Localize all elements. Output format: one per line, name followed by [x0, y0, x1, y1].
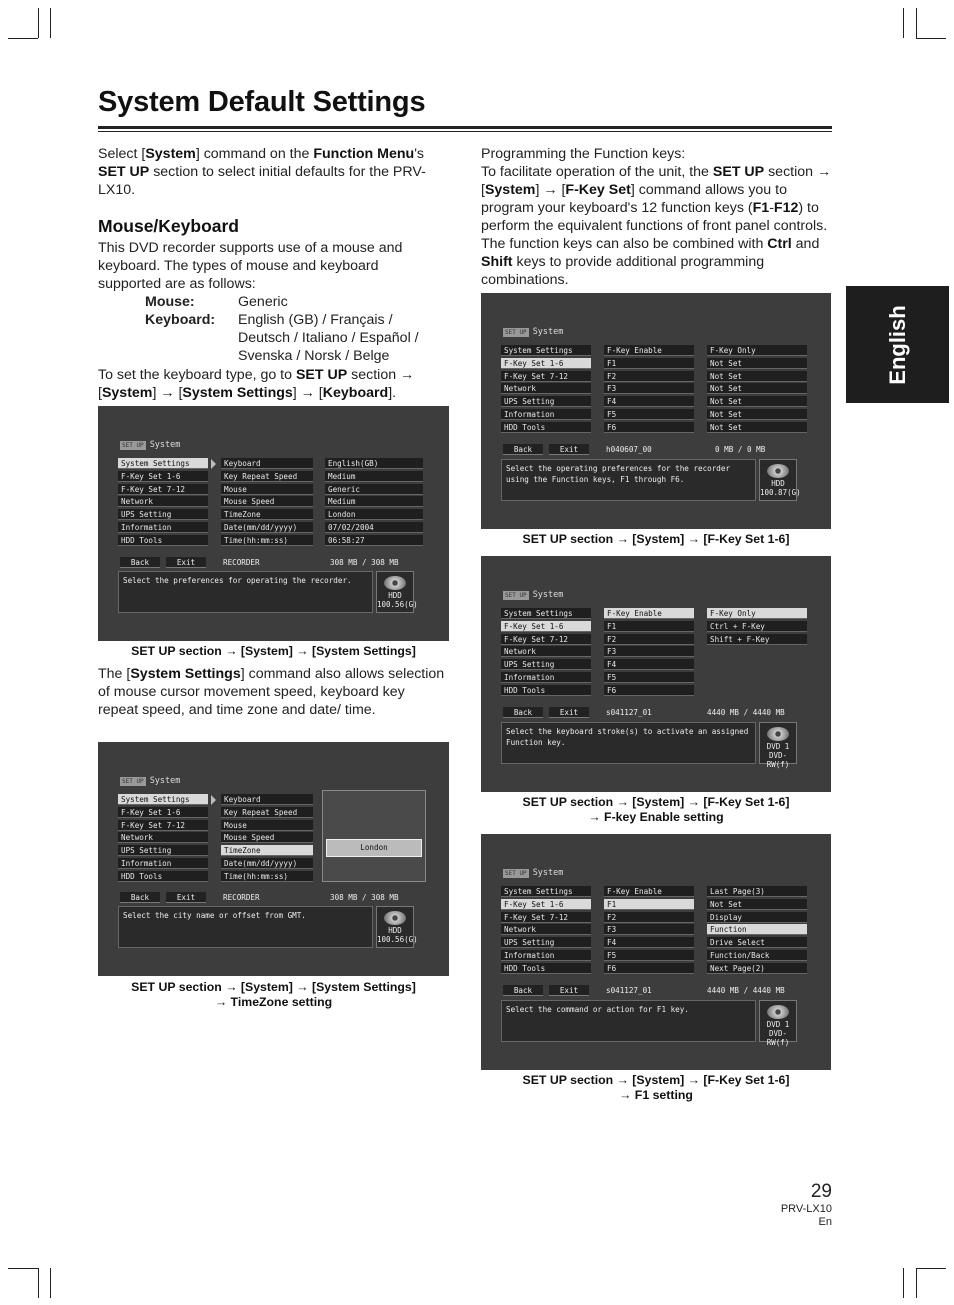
keyboard-set-instructions: To set the keyboard type, go to SET UP section → [System] → [System Settings] → [Keyboard].: [98, 367, 415, 401]
capacity-readout: 4440 MB / 4440 MB: [707, 986, 785, 995]
option-function[interactable]: Function: [707, 924, 807, 935]
f1-options: [707, 886, 807, 976]
help-message: Select the command or action for F1 key.: [501, 1000, 756, 1042]
fkey-label[interactable]: F2: [604, 634, 694, 645]
fkey-value[interactable]: Not Set: [707, 371, 807, 382]
setting-label[interactable]: Time(hh:mm:ss): [221, 871, 313, 882]
fkey-label[interactable]: F4: [604, 659, 694, 670]
capacity-readout: 308 MB / 308 MB: [330, 893, 399, 902]
menu-item-fkey-1-6[interactable]: F-Key Set 1-6: [501, 899, 591, 910]
fkey-value[interactable]: Not Set: [707, 383, 807, 394]
capacity-readout: 0 MB / 0 MB: [715, 445, 766, 454]
menu-item-system-settings[interactable]: System Settings: [501, 608, 591, 619]
fkey-value[interactable]: F-Key Only: [707, 345, 807, 356]
fkey-value[interactable]: Not Set: [707, 396, 807, 407]
menu-item-fkey-7-12[interactable]: F-Key Set 7-12: [501, 634, 591, 645]
menu-item-information[interactable]: Information: [501, 950, 591, 961]
menu-item-information[interactable]: Information: [501, 409, 591, 420]
caption-f1-setting: SET UP section → [System] → [F-Key Set 1-6] → F1 setting: [522, 1073, 790, 1102]
screen-header: SET UP System: [122, 776, 181, 786]
capacity-readout: 4440 MB / 4440 MB: [707, 708, 785, 717]
title-rule-thin: [98, 131, 832, 132]
system-menu: [118, 458, 208, 548]
menu-item-fkey-7-12[interactable]: F-Key Set 7-12: [118, 484, 208, 495]
system-menu: [501, 608, 591, 698]
screen-header: SET UP System: [505, 327, 564, 337]
dvd-icon: [767, 1005, 789, 1019]
option-last-page[interactable]: Last Page(3): [707, 886, 807, 897]
back-button[interactable]: Back: [503, 444, 543, 455]
menu-item-network[interactable]: Network: [118, 496, 208, 507]
menu-item-fkey-1-6[interactable]: F-Key Set 1-6: [118, 471, 208, 482]
timezone-list[interactable]: [322, 790, 426, 882]
hdd-icon: [384, 576, 406, 590]
menu-item-information[interactable]: Information: [501, 672, 591, 683]
settings-labels: [221, 458, 313, 548]
setting-label[interactable]: Date(mm/dd/yyyy): [221, 522, 313, 533]
exit-button[interactable]: Exit: [549, 985, 589, 996]
setting-label[interactable]: TimeZone: [221, 509, 313, 520]
exit-button[interactable]: Exit: [549, 707, 589, 718]
screenshot-fkey-set: [481, 293, 831, 529]
capacity-readout: 308 MB / 308 MB: [330, 558, 399, 567]
system-settings-paragraph: The [System Settings] command also allows selection of mouse cursor movement speed, keyboard key repeat speed, and time zone and date/ time.: [98, 666, 445, 718]
menu-item-hdd-tools[interactable]: HDD Tools: [501, 422, 591, 433]
option-not-set[interactable]: Not Set: [707, 899, 807, 910]
title-name: s041127_01: [606, 986, 652, 995]
option-next-page[interactable]: Next Page(2): [707, 963, 807, 974]
setting-label[interactable]: Key Repeat Speed: [221, 807, 313, 818]
hdd-icon: [384, 911, 406, 925]
fkey-label[interactable]: F1: [604, 358, 694, 369]
fkey-value[interactable]: Not Set: [707, 358, 807, 369]
menu-item-fkey-7-12[interactable]: F-Key Set 7-12: [501, 912, 591, 923]
page-title: System Default Settings: [98, 86, 426, 118]
exit-button[interactable]: Exit: [549, 444, 589, 455]
setting-value[interactable]: 07/02/2004: [325, 522, 423, 533]
fkey-label[interactable]: F5: [604, 409, 694, 420]
setting-label[interactable]: Keyboard: [221, 794, 313, 805]
fkey-label[interactable]: F6: [604, 685, 694, 696]
fkey-label-f1[interactable]: F1: [604, 899, 694, 910]
back-button[interactable]: Back: [120, 892, 160, 903]
fkey-label[interactable]: F6: [604, 963, 694, 974]
menu-item-network[interactable]: Network: [501, 924, 591, 935]
fkey-labels: [604, 345, 694, 435]
right-intro: Programming the Function keys: To facilitate operation of the unit, the SET UP section → [System] → [F-Key Set] command allows you to program your keyboard's 12 function keys (F1-F12) to perform the equivalent functions of front panel controls. The function keys can also be combined with Ctrl and Shift keys to provide additional programming combinations.: [481, 146, 832, 288]
fkey-labels: [604, 886, 694, 976]
fkey-values: [707, 345, 807, 435]
fkey-label[interactable]: F5: [604, 950, 694, 961]
back-button[interactable]: Back: [120, 557, 160, 568]
setting-value[interactable]: Medium: [325, 471, 423, 482]
option-drive-select[interactable]: Drive Select: [707, 937, 807, 948]
menu-item-ups[interactable]: UPS Setting: [501, 937, 591, 948]
disc-indicator: DVD 1 DVD-RW(f): [759, 1000, 797, 1042]
mouse-value: Generic: [238, 294, 288, 310]
fkey-label[interactable]: F3: [604, 924, 694, 935]
mouse-label: Mouse:: [145, 294, 195, 310]
exit-button[interactable]: Exit: [166, 557, 206, 568]
disc-indicator: HDD 100.56(G): [376, 571, 414, 613]
setting-label[interactable]: Key Repeat Speed: [221, 471, 313, 482]
fkey-label[interactable]: F-Key Enable: [604, 886, 694, 897]
fkey-label[interactable]: F2: [604, 912, 694, 923]
option-shift-fkey[interactable]: Shift + F-Key: [707, 634, 807, 645]
system-menu: [118, 794, 208, 884]
menu-item-ups[interactable]: UPS Setting: [501, 659, 591, 670]
fkey-enable-label[interactable]: F-Key Enable: [604, 608, 694, 619]
setting-label-timezone[interactable]: TimeZone: [221, 845, 313, 856]
option-function-back[interactable]: Function/Back: [707, 950, 807, 961]
option-display[interactable]: Display: [707, 912, 807, 923]
model-footer: PRV-LX10 En: [780, 1203, 832, 1228]
setting-value[interactable]: English(GB): [325, 458, 423, 469]
menu-item-fkey-7-12[interactable]: F-Key Set 7-12: [118, 820, 208, 831]
back-button[interactable]: Back: [503, 707, 543, 718]
system-menu: [501, 886, 591, 976]
setting-label[interactable]: Mouse Speed: [221, 496, 313, 507]
settings-values: [325, 458, 423, 548]
help-message: Select the preferences for operating the recorder.: [118, 571, 373, 613]
language-tab: [846, 286, 949, 403]
fkey-label[interactable]: F3: [604, 383, 694, 394]
disc-indicator: DVD 1 DVD-RW(f): [759, 722, 797, 764]
arrow-right-icon: [211, 459, 216, 469]
fkey-label[interactable]: F5: [604, 672, 694, 683]
menu-item-hdd-tools[interactable]: HDD Tools: [118, 535, 208, 546]
setting-label[interactable]: Mouse: [221, 820, 313, 831]
setting-value[interactable]: 06:58:27: [325, 535, 423, 546]
caption-system-settings: SET UP section → [System] → [System Settings]: [131, 644, 416, 658]
setting-label[interactable]: Mouse Speed: [221, 832, 313, 843]
setting-label[interactable]: Keyboard: [221, 458, 313, 469]
screen-header: SET UP System: [505, 590, 564, 600]
dvd-icon: [767, 727, 789, 741]
menu-item-fkey-1-6[interactable]: F-Key Set 1-6: [501, 621, 591, 632]
system-menu: [501, 345, 591, 435]
disc-indicator: HDD 100.87(G): [759, 459, 797, 501]
caption-fkey-enable: SET UP section → [System] → [F-Key Set 1-6] → F-key Enable setting: [522, 795, 790, 824]
fkey-label[interactable]: F6: [604, 422, 694, 433]
left-intro: Select [System] command on the Function Menu's SET UP section to select initial defaults for the PRV-LX10.: [98, 146, 426, 198]
menu-item-hdd-tools[interactable]: HDD Tools: [501, 685, 591, 696]
screenshot-timezone: [98, 742, 449, 976]
menu-item-system-settings[interactable]: System Settings: [118, 794, 208, 805]
back-button[interactable]: Back: [503, 985, 543, 996]
keyboard-value-2: Deutsch / Italiano / Español /: [238, 330, 419, 346]
menu-item-ups[interactable]: UPS Setting: [118, 509, 208, 520]
fkey-labels: [604, 608, 694, 698]
fkey-label[interactable]: F4: [604, 937, 694, 948]
fkey-enable-options: [707, 608, 807, 646]
fkey-value[interactable]: Not Set: [707, 409, 807, 420]
menu-item-fkey-1-6[interactable]: F-Key Set 1-6: [118, 807, 208, 818]
menu-item-fkey-7-12[interactable]: F-Key Set 7-12: [501, 371, 591, 382]
setting-value[interactable]: London: [325, 509, 423, 520]
help-message: Select the operating preferences for the recorder using the Function keys, F1 through F6.: [501, 459, 756, 501]
recorder-label: RECORDER: [223, 558, 260, 567]
help-message: Select the city name or offset from GMT.: [118, 906, 373, 948]
language-tab-label: English: [884, 304, 910, 385]
disc-indicator: HDD 100.56(G): [376, 906, 414, 948]
title-name: s041127_01: [606, 708, 652, 717]
fkey-label[interactable]: F1: [604, 621, 694, 632]
menu-item-ups[interactable]: UPS Setting: [118, 845, 208, 856]
menu-item-network[interactable]: Network: [118, 832, 208, 843]
screenshot-system-settings: [98, 406, 449, 641]
caption-fkey-set: SET UP section → [System] → [F-Key Set 1-6]: [522, 532, 790, 546]
menu-item-network[interactable]: Network: [501, 646, 591, 657]
fkey-label[interactable]: F2: [604, 371, 694, 382]
menu-item-system-settings[interactable]: System Settings: [118, 458, 208, 469]
keyboard-value-3: Svenska / Norsk / Belge: [238, 348, 390, 364]
screen-header: SET UP System: [122, 440, 181, 450]
menu-item-system-settings[interactable]: System Settings: [501, 886, 591, 897]
hdd-icon: [767, 464, 789, 478]
exit-button[interactable]: Exit: [166, 892, 206, 903]
menu-item-information[interactable]: Information: [118, 522, 208, 533]
fkey-label[interactable]: F3: [604, 646, 694, 657]
setting-value[interactable]: Generic: [325, 484, 423, 495]
menu-item-ups[interactable]: UPS Setting: [501, 396, 591, 407]
timezone-selected[interactable]: London: [326, 839, 422, 857]
fkey-value[interactable]: Not Set: [707, 422, 807, 433]
title-name: h040607_00: [606, 445, 652, 454]
screenshot-f1-setting: [481, 834, 831, 1070]
menu-item-network[interactable]: Network: [501, 383, 591, 394]
settings-labels: [221, 794, 313, 884]
setting-label[interactable]: Time(hh:mm:ss): [221, 535, 313, 546]
arrow-right-icon: [211, 795, 216, 805]
option-ctrl-fkey[interactable]: Ctrl + F-Key: [707, 621, 807, 632]
setting-label[interactable]: Mouse: [221, 484, 313, 495]
menu-item-information[interactable]: Information: [118, 858, 208, 869]
keyboard-label: Keyboard:: [145, 312, 216, 328]
screen-header: SET UP System: [505, 868, 564, 878]
title-rule: [98, 126, 832, 129]
fkey-label[interactable]: F-Key Enable: [604, 345, 694, 356]
recorder-label: RECORDER: [223, 893, 260, 902]
setting-label[interactable]: Date(mm/dd/yyyy): [221, 858, 313, 869]
mouse-paragraph: This DVD recorder supports use of a mouse and keyboard. The types of mouse and keyboard supported are as follows:: [98, 240, 403, 292]
caption-timezone: SET UP section → [System] → [System Settings] → TimeZone setting: [131, 980, 416, 1009]
menu-item-hdd-tools[interactable]: HDD Tools: [118, 871, 208, 882]
page-number: 29: [810, 1181, 832, 1202]
option-fkey-only[interactable]: F-Key Only: [707, 608, 807, 619]
mouse-keyboard-heading: Mouse/Keyboard: [98, 216, 239, 236]
help-message: Select the keyboard stroke(s) to activate an assigned Function key.: [501, 722, 756, 764]
fkey-label[interactable]: F4: [604, 396, 694, 407]
menu-item-hdd-tools[interactable]: HDD Tools: [501, 963, 591, 974]
menu-item-system-settings[interactable]: System Settings: [501, 345, 591, 356]
menu-item-fkey-1-6[interactable]: F-Key Set 1-6: [501, 358, 591, 369]
keyboard-value-1: English (GB) / Français /: [238, 312, 393, 328]
setting-value[interactable]: Medium: [325, 496, 423, 507]
screenshot-fkey-enable: [481, 556, 831, 792]
